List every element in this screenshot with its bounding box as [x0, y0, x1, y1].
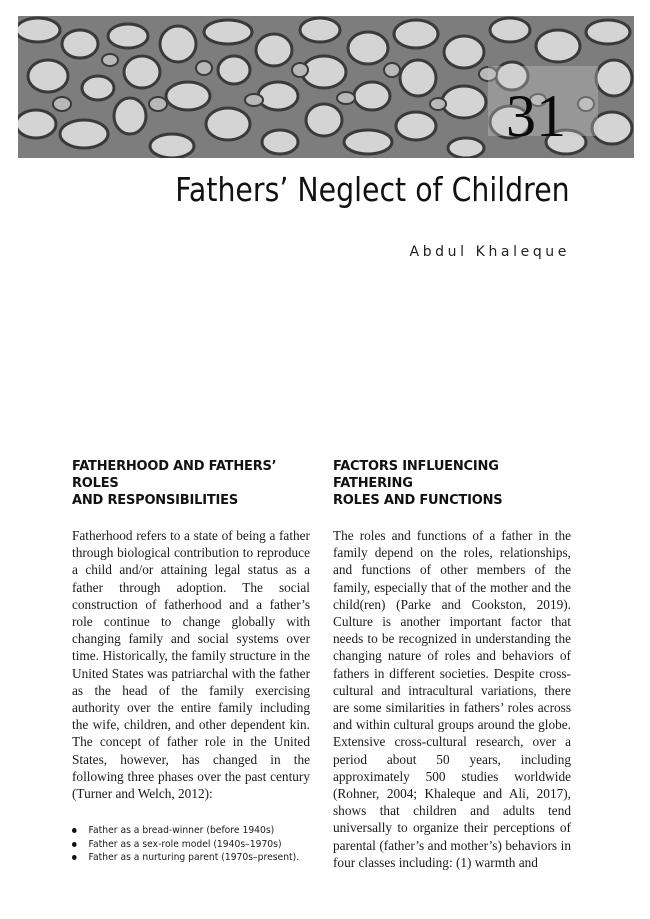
- bullet-icon: [72, 855, 77, 860]
- left-column: [72, 458, 310, 865]
- list-item: Father as a bread-winner (before 1940s): [72, 824, 291, 838]
- heading-line: AND RESPONSIBILITIES: [72, 493, 238, 508]
- chapter-title: Fathers’ Neglect of Children: [175, 170, 570, 209]
- bullet-icon: [72, 828, 77, 833]
- right-column: [333, 458, 571, 871]
- chapter-banner-image: [18, 16, 634, 158]
- heading-line: FACTORS INFLUENCING FATHERING: [333, 459, 499, 491]
- paragraph-factors: The roles and functions of a father in the family depend on the roles, relationships, and functions of other members of the family, especially that of the mother and the child(ren) (Parke and Cookston, 2019). Culture is another important factor that needs to be recognized in understanding the changing nature of roles and behaviors of fathers in different societies. Despite cross-cultural and intracultural variations, there are some similarities in fathers’ roles across and within cultural groups around the globe. Extensive cross-cultural research, over a period about 50 years, including approximately 500 studies worldwide (Rohner, 2004; Khaleque and Ali, 2017), shows that children and adults tend universally to organize their perceptions of parental (father’s and mother’s) behaviors in four classes including: (1) warmth and: [333, 528, 571, 870]
- bullet-icon: [72, 842, 77, 847]
- heading-line: ROLES AND FUNCTIONS: [333, 493, 503, 508]
- section-heading-fatherhood: [72, 458, 310, 509]
- author-name: Abdul Khaleque: [409, 244, 570, 260]
- father-role-phases-list: [72, 824, 310, 865]
- section-heading-factors: [333, 458, 571, 509]
- list-item: Father as a nurturing parent (1970s–present).: [72, 851, 291, 865]
- paragraph-fatherhood: Fatherhood refers to a state of being a father through biological contribution to reproduce a child and/or attaining legal status as a father through adoption. The social construction of fatherhood and a father’s role continue to change globally with changing family and social systems over time. Historically, the family structure in the United States was patriarchal with the father as the head of the family exercising authority over the entire family including the wife, children, and other dependent kin. The concept of father role in the United States, however, has changed in the following three phases over the past century (Turner and Welch, 2012):: [72, 528, 310, 802]
- chapter-number: 31: [506, 83, 566, 149]
- heading-line: FATHERHOOD AND FATHERS’ ROLES: [72, 459, 277, 491]
- list-item: Father as a sex-role model (1940s–1970s): [72, 838, 291, 852]
